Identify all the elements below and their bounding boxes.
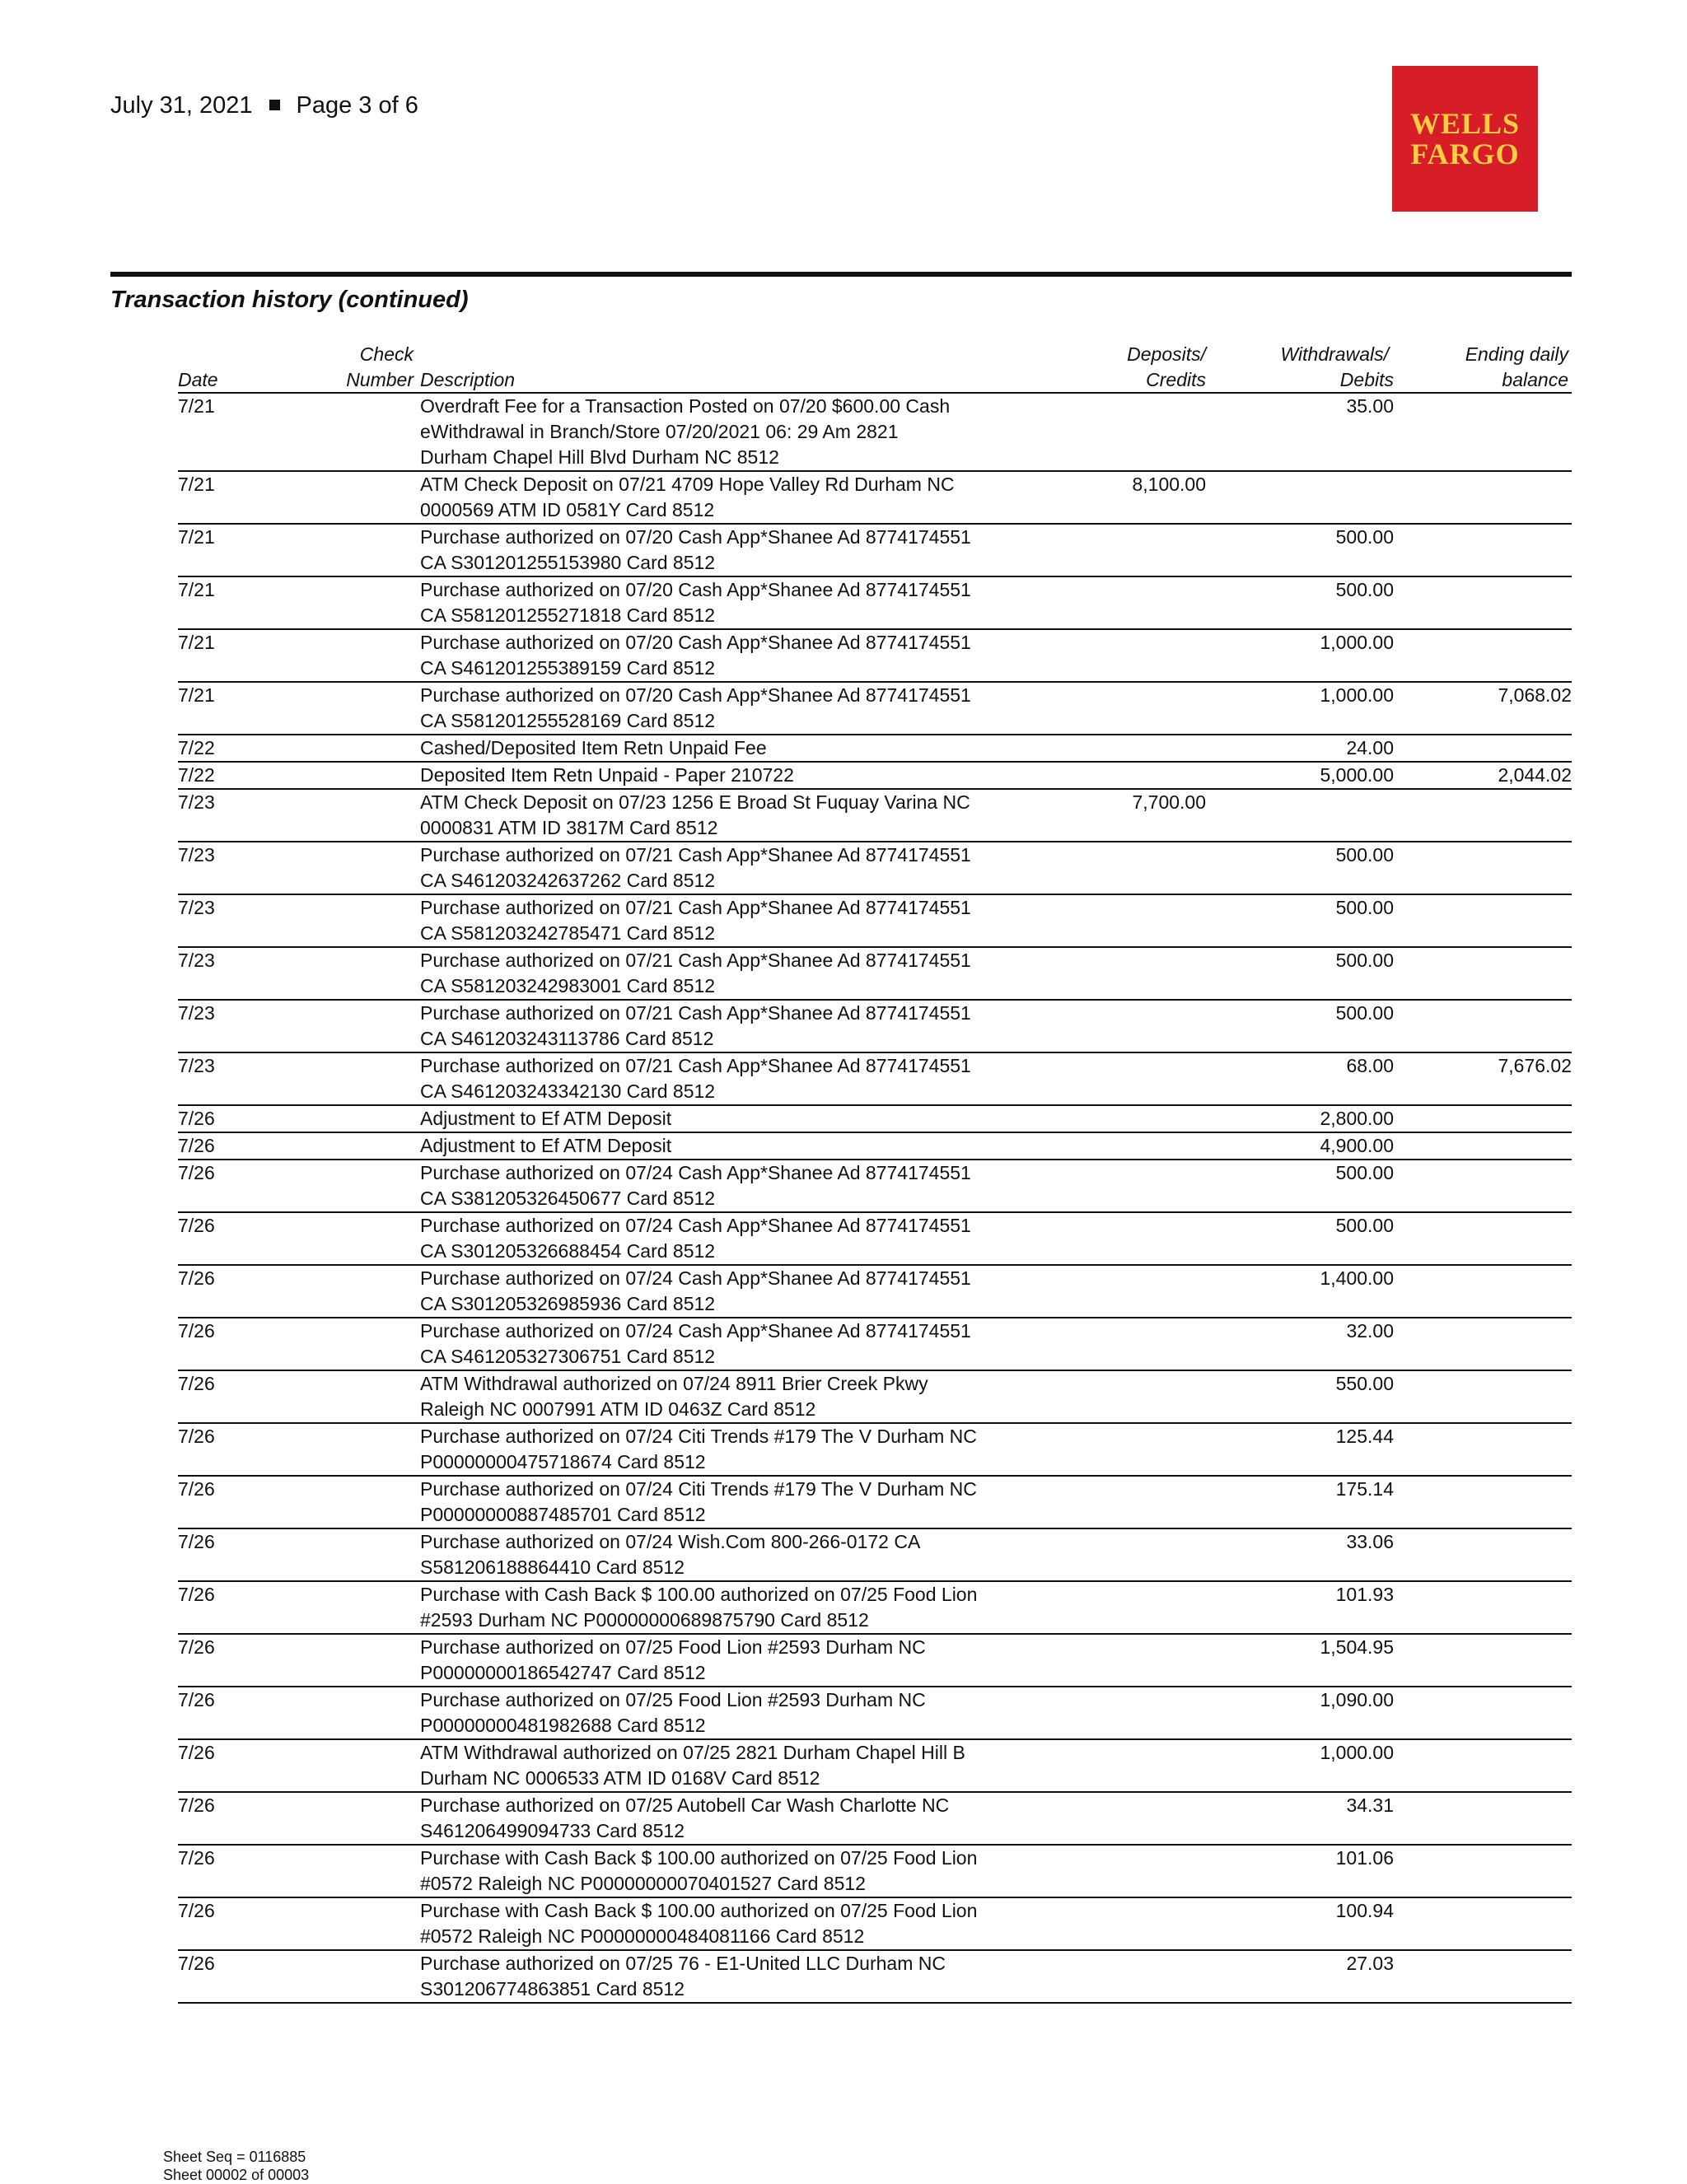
row-date: 7/23 [178, 844, 215, 866]
row-description [420, 394, 1079, 470]
row-deposit: 8,100.00 [1132, 474, 1206, 495]
row-withdrawal: 1,400.00 [1320, 1267, 1394, 1289]
description-line: Purchase with Cash Back $ 100.00 authorized on 07/25 Food Lion [420, 1847, 978, 1869]
row-date: 7/26 [178, 1267, 215, 1289]
description-line: Purchase authorized on 07/20 Cash App*Shanee Ad 8774174551 [420, 632, 971, 653]
description-line: Purchase authorized on 07/21 Cash App*Shanee Ad 8774174551 [420, 1055, 971, 1076]
description-line: P00000000481982688 Card 8512 [420, 1715, 706, 1736]
row-description [420, 790, 1079, 841]
table-row [178, 1053, 1572, 1106]
table-row [178, 472, 1572, 525]
row-withdrawal: 125.44 [1335, 1426, 1394, 1447]
row-deposit: 7,700.00 [1132, 791, 1206, 813]
description-line: Purchase authorized on 07/21 Cash App*Shanee Ad 8774174551 [420, 897, 971, 918]
table-row [178, 1635, 1572, 1687]
col-balance-top: Ending daily [1465, 343, 1568, 365]
table-row [178, 1529, 1572, 1582]
row-withdrawal: 100.94 [1335, 1900, 1394, 1921]
row-date: 7/21 [178, 474, 215, 495]
table-row [178, 683, 1572, 735]
statement-date-page [110, 92, 418, 119]
description-line: 0000569 ATM ID 0581Y Card 8512 [420, 499, 715, 520]
table-row [178, 394, 1572, 472]
description-line: Purchase authorized on 07/25 Food Lion #2593 Durham NC [420, 1689, 926, 1710]
row-balance: 2,044.02 [1498, 764, 1572, 786]
row-description [420, 1266, 1079, 1317]
row-withdrawal: 550.00 [1335, 1373, 1394, 1394]
row-date: 7/26 [178, 1689, 215, 1710]
description-line: P00000000475718674 Card 8512 [420, 1451, 706, 1472]
description-line: Purchase authorized on 07/25 Food Lion #2593 Durham NC [420, 1636, 926, 1658]
row-withdrawal: 32.00 [1346, 1320, 1394, 1342]
row-date: 7/26 [178, 1794, 215, 1816]
col-check-top: Check [359, 343, 414, 365]
row-description [420, 1529, 1079, 1580]
table-row [178, 1001, 1572, 1053]
table-body [178, 394, 1572, 2004]
table-row [178, 1740, 1572, 1793]
description-line: CA S461203242637262 Card 8512 [420, 870, 716, 891]
row-date: 7/26 [178, 1742, 215, 1763]
row-withdrawal: 500.00 [1335, 1002, 1394, 1024]
description-line: #0572 Raleigh NC P00000000484081166 Card 8512 [420, 1925, 865, 1947]
row-withdrawal: 500.00 [1335, 844, 1394, 866]
description-line: Purchase authorized on 07/24 Cash App*Shanee Ad 8774174551 [420, 1267, 971, 1289]
description-line: CA S581203242983001 Card 8512 [420, 975, 716, 996]
row-description [420, 1477, 1079, 1528]
table-row [178, 1213, 1572, 1266]
row-date: 7/26 [178, 1531, 215, 1552]
row-description [420, 472, 1079, 523]
row-description [420, 1106, 1079, 1132]
description-line: #2593 Durham NC P00000000689875790 Card 8512 [420, 1609, 869, 1631]
row-date: 7/26 [178, 1162, 215, 1183]
statement-date: July 31, 2021 [110, 92, 253, 119]
row-withdrawal: 1,090.00 [1320, 1689, 1394, 1710]
logo-line-2: FARGO [1410, 137, 1520, 170]
table-row [178, 895, 1572, 948]
table-row [178, 1106, 1572, 1133]
row-withdrawal: 1,000.00 [1320, 632, 1394, 653]
description-line: P00000000887485701 Card 8512 [420, 1504, 706, 1525]
description-line: CA S461203243113786 Card 8512 [420, 1028, 714, 1049]
row-withdrawal: 34.31 [1346, 1794, 1394, 1816]
description-line: Purchase authorized on 07/24 Wish.Com 800-266-0172 CA [420, 1531, 921, 1552]
table-row [178, 525, 1572, 577]
section-title: Transaction history (continued) [110, 287, 469, 313]
description-line: Cashed/Deposited Item Retn Unpaid Fee [420, 737, 767, 758]
description-line: S461206499094733 Card 8512 [420, 1820, 685, 1841]
description-line: ATM Withdrawal authorized on 07/24 8911 Brier Creek Pkwy [420, 1373, 928, 1394]
row-date: 7/23 [178, 1002, 215, 1024]
row-date: 7/23 [178, 791, 215, 813]
table-row [178, 1318, 1572, 1371]
description-line: Adjustment to Ef ATM Deposit [420, 1108, 672, 1129]
table-row [178, 1793, 1572, 1846]
description-line: CA S581201255528169 Card 8512 [420, 710, 716, 731]
row-description [420, 895, 1079, 946]
row-description [420, 1001, 1079, 1052]
row-withdrawal: 500.00 [1335, 526, 1394, 548]
description-line: CA S301205326688454 Card 8512 [420, 1240, 716, 1262]
row-description [420, 1160, 1079, 1211]
table-row [178, 1371, 1572, 1424]
col-withdrawals-bottom: Debits [1339, 369, 1394, 390]
description-line: Raleigh NC 0007991 ATM ID 0463Z Card 8512 [420, 1398, 816, 1420]
description-line: Purchase with Cash Back $ 100.00 authorized on 07/25 Food Lion [420, 1584, 978, 1605]
row-date: 7/26 [178, 1320, 215, 1342]
row-date: 7/22 [178, 764, 215, 786]
row-description [420, 1951, 1079, 2002]
description-line: CA S461201255389159 Card 8512 [420, 657, 716, 679]
table-row [178, 1898, 1572, 1951]
header-rule [110, 272, 1572, 277]
table-header [178, 339, 1572, 394]
row-withdrawal: 500.00 [1335, 1215, 1394, 1236]
row-balance: 7,068.02 [1498, 684, 1572, 706]
row-description [420, 577, 1079, 628]
bullet-separator [269, 100, 280, 110]
description-line: ATM Check Deposit on 07/23 1256 E Broad St Fuquay Varina NC [420, 791, 970, 813]
row-withdrawal: 24.00 [1346, 737, 1394, 758]
description-line: Durham Chapel Hill Blvd Durham NC 8512 [420, 446, 779, 468]
description-line: Purchase authorized on 07/24 Citi Trends #179 The V Durham NC [420, 1478, 977, 1500]
row-withdrawal: 101.06 [1335, 1847, 1394, 1869]
description-line: Purchase authorized on 07/24 Cash App*Shanee Ad 8774174551 [420, 1162, 971, 1183]
row-date: 7/23 [178, 950, 215, 971]
row-description [420, 1371, 1079, 1422]
table-row [178, 842, 1572, 895]
description-line: CA S581203242785471 Card 8512 [420, 922, 716, 944]
row-description [420, 1740, 1079, 1791]
table-row [178, 790, 1572, 842]
description-line: Purchase authorized on 07/20 Cash App*Shanee Ad 8774174551 [420, 684, 971, 706]
description-line: Purchase authorized on 07/21 Cash App*Shanee Ad 8774174551 [420, 1002, 971, 1024]
description-line: eWithdrawal in Branch/Store 07/20/2021 06: 29 Am 2821 [420, 421, 899, 442]
row-date: 7/26 [178, 1636, 215, 1658]
table-row [178, 1133, 1572, 1160]
row-withdrawal: 500.00 [1335, 950, 1394, 971]
row-description [420, 842, 1079, 894]
col-date: Date [178, 369, 218, 390]
row-description [420, 1318, 1079, 1370]
transaction-table [178, 339, 1572, 2004]
description-line: Purchase authorized on 07/20 Cash App*Shanee Ad 8774174551 [420, 526, 971, 548]
description-line: S301206774863851 Card 8512 [420, 1978, 685, 2000]
row-date: 7/23 [178, 1055, 215, 1076]
description-line: Purchase authorized on 07/21 Cash App*Shanee Ad 8774174551 [420, 950, 971, 971]
col-deposits-top: Deposits/ [1127, 343, 1206, 365]
row-description [420, 1846, 1079, 1897]
row-date: 7/26 [178, 1478, 215, 1500]
row-withdrawal: 1,504.95 [1320, 1636, 1394, 1658]
table-row [178, 577, 1572, 630]
row-date: 7/21 [178, 395, 215, 417]
sheet-seq: Sheet Seq = 0116885 [163, 2149, 306, 2165]
description-line: Durham NC 0006533 ATM ID 0168V Card 8512 [420, 1767, 820, 1789]
description-line: ATM Withdrawal authorized on 07/25 2821 Durham Chapel Hill B [420, 1742, 965, 1763]
row-date: 7/21 [178, 632, 215, 653]
col-description: Description [420, 369, 516, 390]
row-date: 7/26 [178, 1426, 215, 1447]
row-withdrawal: 4,900.00 [1320, 1135, 1394, 1156]
table-row [178, 1266, 1572, 1318]
row-withdrawal: 1,000.00 [1320, 1742, 1394, 1763]
row-description [420, 1133, 1079, 1159]
sheet-footer [163, 2148, 309, 2184]
description-line: Purchase with Cash Back $ 100.00 authorized on 07/25 Food Lion [420, 1900, 978, 1921]
row-description [420, 525, 1079, 576]
description-line: Purchase authorized on 07/25 Autobell Car Wash Charlotte NC [420, 1794, 950, 1816]
description-line: CA S461205327306751 Card 8512 [420, 1346, 716, 1367]
description-line: CA S301201255153980 Card 8512 [420, 552, 716, 573]
row-date: 7/26 [178, 1900, 215, 1921]
row-withdrawal: 2,800.00 [1320, 1108, 1394, 1129]
table-row [178, 1424, 1572, 1477]
table-row [178, 948, 1572, 1001]
row-description [420, 1213, 1079, 1264]
row-date: 7/21 [178, 579, 215, 600]
row-withdrawal: 33.06 [1346, 1531, 1394, 1552]
row-description [420, 683, 1079, 734]
row-date: 7/26 [178, 1108, 215, 1129]
row-description [420, 1582, 1079, 1633]
row-withdrawal: 68.00 [1346, 1055, 1394, 1076]
description-line: #0572 Raleigh NC P00000000070401527 Card 8512 [420, 1873, 866, 1894]
row-description [420, 735, 1079, 761]
row-date: 7/21 [178, 526, 215, 548]
description-line: Adjustment to Ef ATM Deposit [420, 1135, 672, 1156]
row-description [420, 1898, 1079, 1949]
description-line: S581206188864410 Card 8512 [420, 1556, 685, 1578]
row-date: 7/26 [178, 1847, 215, 1869]
description-line: Purchase authorized on 07/25 76 - E1-United LLC Durham NC [420, 1953, 946, 1974]
sheet-count: Sheet 00002 of 00003 [163, 2167, 310, 2183]
row-withdrawal: 500.00 [1335, 579, 1394, 600]
row-date: 7/26 [178, 1373, 215, 1394]
col-withdrawals-top: Withdrawals/ [1280, 343, 1389, 365]
table-row [178, 630, 1572, 683]
description-line: Purchase authorized on 07/24 Citi Trends #179 The V Durham NC [420, 1426, 977, 1447]
page-number: Page 3 of 6 [296, 92, 418, 119]
row-withdrawal: 27.03 [1346, 1953, 1394, 1974]
row-description [420, 763, 1079, 788]
description-line: P00000000186542747 Card 8512 [420, 1662, 706, 1683]
row-withdrawal: 1,000.00 [1320, 684, 1394, 706]
table-row [178, 1477, 1572, 1529]
description-line: CA S461203243342130 Card 8512 [420, 1080, 716, 1102]
row-balance: 7,676.02 [1498, 1055, 1572, 1076]
row-description [420, 1053, 1079, 1104]
table-row [178, 1160, 1572, 1213]
description-line: CA S301205326985936 Card 8512 [420, 1293, 716, 1314]
row-description [420, 1793, 1079, 1844]
wells-fargo-logo [1392, 66, 1538, 212]
row-date: 7/26 [178, 1135, 215, 1156]
description-line: 0000831 ATM ID 3817M Card 8512 [420, 817, 718, 838]
description-line: CA S581201255271818 Card 8512 [420, 604, 716, 626]
table-row [178, 1687, 1572, 1740]
row-withdrawal: 101.93 [1335, 1584, 1394, 1605]
row-description [420, 1687, 1079, 1738]
row-date: 7/23 [178, 897, 215, 918]
col-balance-bottom: balance [1502, 369, 1568, 390]
description-line: Purchase authorized on 07/24 Cash App*Shanee Ad 8774174551 [420, 1320, 971, 1342]
row-date: 7/26 [178, 1953, 215, 1974]
row-date: 7/21 [178, 684, 215, 706]
row-description [420, 630, 1079, 681]
col-deposits-bottom: Credits [1146, 369, 1206, 390]
description-line: Deposited Item Retn Unpaid - Paper 210722 [420, 764, 794, 786]
row-withdrawal: 35.00 [1346, 395, 1394, 417]
row-date: 7/26 [178, 1584, 215, 1605]
description-line: Overdraft Fee for a Transaction Posted on 07/20 $600.00 Cash [420, 395, 951, 417]
row-withdrawal: 500.00 [1335, 897, 1394, 918]
description-line: ATM Check Deposit on 07/21 4709 Hope Valley Rd Durham NC [420, 474, 955, 495]
row-description [420, 1635, 1079, 1686]
table-row [178, 735, 1572, 763]
description-line: CA S381205326450677 Card 8512 [420, 1188, 716, 1209]
table-row [178, 1951, 1572, 2004]
description-line: Purchase authorized on 07/24 Cash App*Shanee Ad 8774174551 [420, 1215, 971, 1236]
row-withdrawal: 175.14 [1335, 1478, 1394, 1500]
row-withdrawal: 500.00 [1335, 1162, 1394, 1183]
row-date: 7/22 [178, 737, 215, 758]
logo-line-1: WELLS [1409, 106, 1521, 140]
row-date: 7/26 [178, 1215, 215, 1236]
col-check-bottom: Number [346, 369, 414, 390]
table-row [178, 1846, 1572, 1898]
row-description [420, 1424, 1079, 1475]
row-description [420, 948, 1079, 999]
table-row [178, 763, 1572, 790]
description-line: Purchase authorized on 07/21 Cash App*Shanee Ad 8774174551 [420, 844, 971, 866]
description-line: Purchase authorized on 07/20 Cash App*Shanee Ad 8774174551 [420, 579, 971, 600]
table-row [178, 1582, 1572, 1635]
row-withdrawal: 5,000.00 [1320, 764, 1394, 786]
